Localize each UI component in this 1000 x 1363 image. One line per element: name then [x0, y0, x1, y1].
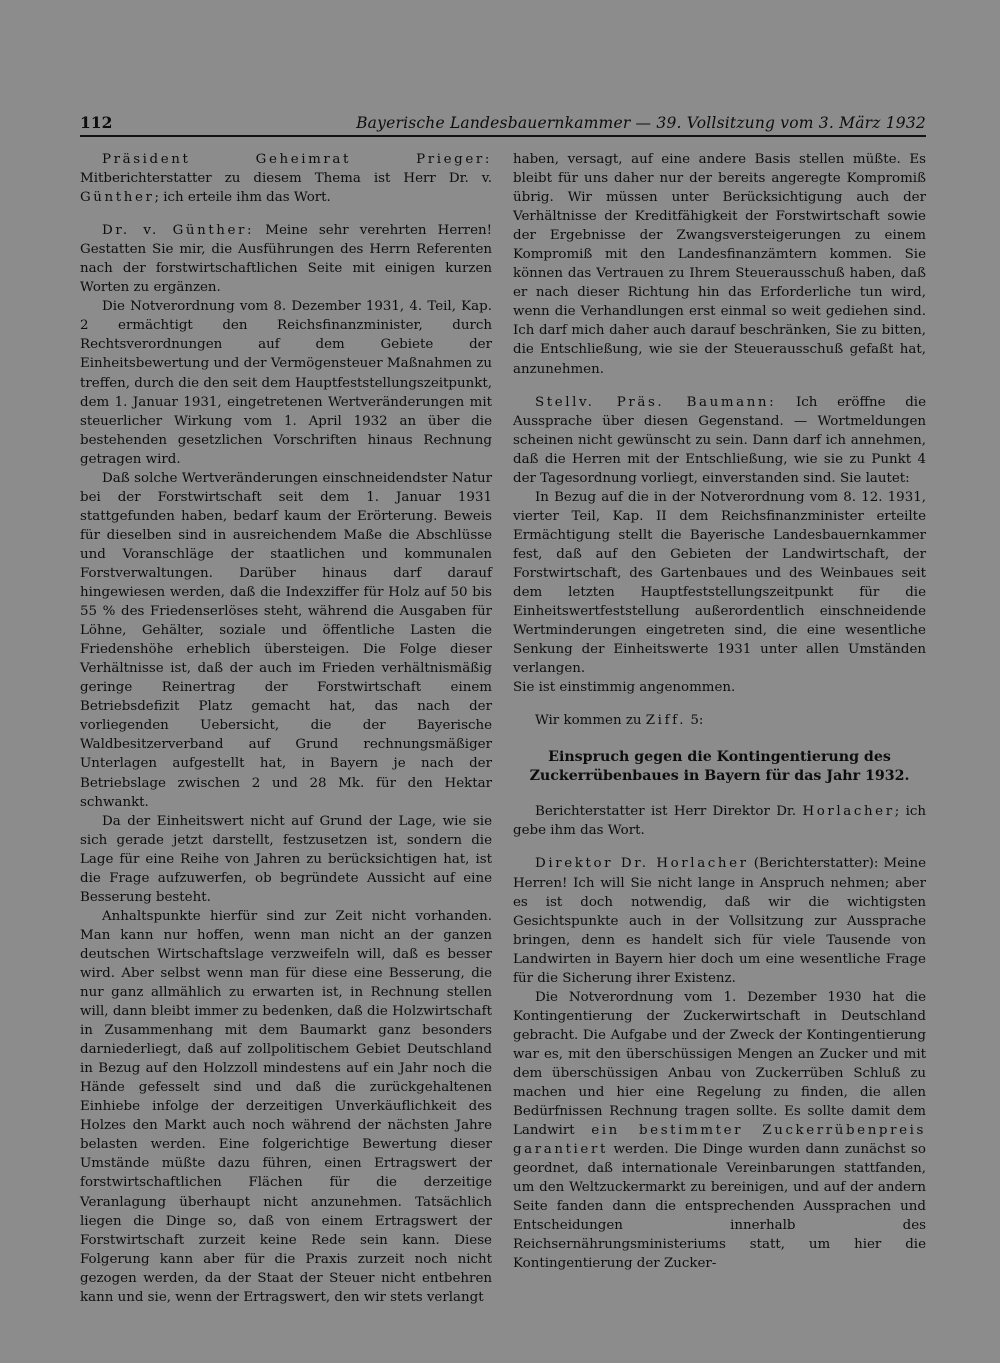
paragraph-text: ; ich erteile ihm das Wort.	[154, 190, 331, 206]
speaker-name: Direktor Dr. Horlacher	[535, 856, 749, 872]
paragraph-text: 5:	[686, 713, 704, 729]
right-column	[513, 150, 926, 1273]
paragraph: haben, versagt, auf eine andere Basis stellen müßte. Es bleibt für uns daher nur der bereits angeregte Kompromiß übrig. Wir müssen unter Berücksichtigung auch der Verhältnisse der Kreditfähigkeit der Forstwirtschaft sowie der Ergebnisse der Zwangsversteigerungen zu einem Kompromiß mit den Landesfinanzämtern kommen. Sie können das Vertrauen zu Ihrem Steuerausschuß haben, daß er nach dieser Richtung hin das Erforderliche tun wird, wenn die Verhandlungen erst einmal so weit gediehen sind. Ich darf mich daher auch darauf beschränken, Sie zu bitten, die Entschließung, wie sie der Steuerausschuß gefaßt hat, anzunehmen.	[513, 152, 926, 377]
left-column	[80, 150, 492, 1307]
paragraph	[513, 711, 926, 730]
paragraph-text: Die Notverordnung vom 1. Dezember 1930 hat die Kontingentierung der Zuckerwirtschaft in Deutschland gebracht. Die Aufgabe und der Zweck der Kontingentierung war es, mit den überschüssigen Mengen an Zucker und mit dem überschüssigen Anbau von Zuckerrüben Schluß zu machen und hier eine Regelung zu finden, die allen Bedürfnissen Rechnung tragen sollte. Es sollte damit dem Landwirt	[513, 989, 926, 1139]
page-header	[80, 112, 926, 134]
paragraph: Anhaltspunkte hierfür sind zur Zeit nicht vorhanden. Man kann nur hoffen, wenn man nicht an der ganzen deutschen Wirtschaftslage verzweifeln will, daß es besser wird. Aber selbst wenn man für diese eine Besserung, die nur ganz allmählich zu erwarten ist, in Rechnung stellen will, dann bleibt immer zu bedenken, daß die Holzwirtschaft in Zusammenhang mit dem Baumarkt ganz besonders darniederliegt, daß auf zollpolitischem Gebiet Deutschland in Bezug auf den Holzzoll mindestens auf ein Jahr noch die Hände gefesselt sind und daß die zurückgehaltenen Einhiebe infolge der derzeitigen Unverkäuflichkeit des Holzes den Markt auch noch während der nächsten Jahre belasten werden. Eine folgerichtige Bewertung dieser Umstände müßte dazu führen, einen Ertragswert der forstwirtschaftlichen Flächen für die derzeitige Veranlagung überhaupt nicht anzunehmen. Tatsächlich liegen die Dinge so, daß von einem Ertragswert der Forstwirtschaft zurzeit keine Rede sein kann. Diese Folgerung kann aber für die Praxis zurzeit noch nicht gezogen werden, da der Staat der Steuer nicht entbehren kann und sie, wenn der Ertragswert, den wir stets verlangt	[80, 908, 492, 1305]
running-title: Bayerische Landesbauernkammer — 39. Vollsitzung vom 3. März 1932	[356, 114, 926, 132]
page-number: 112	[80, 113, 113, 132]
person-name: Günther	[80, 190, 155, 206]
paragraph	[80, 221, 492, 297]
paragraph-text: Mitberichterstatter zu diesem Thema ist Herr Dr. v.	[80, 171, 492, 187]
paragraph: Daß solche Wertveränderungen einschneidendster Natur bei der Forstwirtschaft seit dem 1. Januar 1931 stattgefunden haben, bedarf kaum der Erörterung. Beweis für dieselben sind in ausreichendem Maße die Abschlüsse und Voranschläge der staatlichen und kommunalen Forstverwaltungen. Darüber hinaus darf darauf hingewiesen werden, daß die Indexziffer für Holz auf 50 bis 55 % des Friedenserlöses steht, während die Ausgaben für Löhne, Gehälter, soziale und öffentliche Lasten die Friedenshöhe erheblich übersteigen. Die Folge dieser Verhältnisse ist, daß der auch im Frieden verhältnismäßig geringe Reinertrag der Forstwirtschaft einem Betriebsdefizit Platz gemacht hat, das nach der vorliegenden Uebersicht, die der Bayerische Waldbesitzerverband auf Grund rechnungsmäßiger Unterlagen aufgestellt hat, in Bayern je nach der Betriebslage zwischen 2 und 28 Mk. für den Hektar schwankt.	[80, 470, 492, 810]
paragraph-text: Wir kommen zu	[535, 713, 646, 729]
person-name: Horlacher	[802, 804, 895, 820]
speaker-name: Dr. v. Günther:	[102, 223, 255, 239]
speaker-name: Stellv. Präs. Baumann:	[535, 394, 777, 410]
paragraph	[513, 854, 926, 987]
paragraph-text: (Berichterstatter): Meine Herren! Ich will Sie nicht lange in Anspruch nehmen; aber es ist doch notwendig, daß wir die wichtigsten Gesichtspunkte auch in der Vollsitzung zur Aussprache bringen, denn es handelt sich für viele Tausende von Landwirten in Bayern hier doch um eine wesentliche Frage für die Sicherung ihrer Existenz.	[513, 856, 926, 986]
paragraph-text: Meine sehr verehrten Herren! Gestatten Sie mir, die Ausführungen des Herrn Referenten nach der forstwirtschaftlichen Seite mit einigen kurzen Worten zu ergänzen.	[80, 223, 492, 296]
paragraph	[513, 393, 926, 488]
resolution-quote: In Bezug auf die in der Notverordnung vom 8. 12. 1931, vierter Teil, Kap. II dem Reichsfinanzminister erteilte Ermächtigung stellt die Bayerische Landesbauernkammer fest, daß auf den Gebieten der Landwirtschaft, der Forstwirtschaft, des Gartenbaues und des Weinbaues seit dem letzten Hauptfeststellungszeitpunkt für die Einheitswertfeststellung außerordentlich einschneidende Wertminderungen eingetreten sind, die eine wesentliche Senkung der Einheitswerte 1931 unter allen Umständen verlangen.	[513, 489, 926, 677]
paragraph	[80, 150, 492, 207]
paragraph: Da der Einheitswert nicht auf Grund der Lage, wie sie sich gerade jetzt darstellt, festzusetzen ist, sondern die Lage für eine Reihe von Jahren zu berücksichtigen hat, ist die Frage aufzuwerfen, ob begründete Aussicht auf eine Besserung besteht.	[80, 813, 492, 905]
heading-line: Einspruch gegen die Kontingentierung des	[548, 749, 891, 766]
paragraph: Die Notverordnung vom 8. Dezember 1931, 4. Teil, Kap. 2 ermächtigt den Reichsfinanzminister, durch Rechtsverordnungen auf dem Gebiete der Einheitsbewertung und der Vermögensteuer Maßnahmen zu treffen, durch die den seit dem Hauptfeststellungszeitpunkt, dem 1. Januar 1931, eingetretenen Wertveränderungen mit steuerlicher Wirkung vom 1. April 1932 an über die bestehenden gesetzlichen Vorschriften hinaus Rechnung getragen wird.	[80, 299, 492, 467]
emphasized-text: ein bestimmter Zuckerrübenpreis garantiert	[513, 1123, 926, 1158]
header-rule	[80, 135, 926, 137]
paragraph-text: ; ich gebe ihm das Wort.	[513, 804, 926, 839]
paragraph	[513, 988, 926, 1274]
resolution-result: Sie ist einstimmig angenommen.	[513, 680, 736, 696]
heading-line: Zuckerrübenbaues in Bayern für das Jahr 1932.	[529, 768, 910, 785]
paragraph	[513, 802, 926, 840]
speaker-name: Präsident Geheimrat Prieger:	[102, 152, 492, 167]
section-heading	[513, 748, 926, 786]
item-label: Ziff.	[645, 713, 687, 729]
paragraph-text: Ich eröffne die Aussprache über diesen Gegenstand. — Wortmeldungen scheinen nicht gewünscht zu sein. Dann darf ich annehmen, daß die Herren mit der Entschließung, wie sie zu Punkt 4 der Tagesordnung vorliegt, einverstanden sind. Sie lautet:	[513, 394, 926, 486]
paragraph-text: werden. Die Dinge wurden dann zunächst so geordnet, daß internationale Vereinbarungen stattfanden, um den Weltzuckermarkt zu bereinigen, und auf der andern Seite fanden dann die entsprechenden Aussprachen und Entscheidungen innerhalb des Reichsernährungsministeriums statt, um hier die Kontingentierung der Zucker-	[513, 1142, 926, 1272]
paragraph-text: Berichterstatter ist Herr Direktor Dr.	[535, 804, 803, 820]
